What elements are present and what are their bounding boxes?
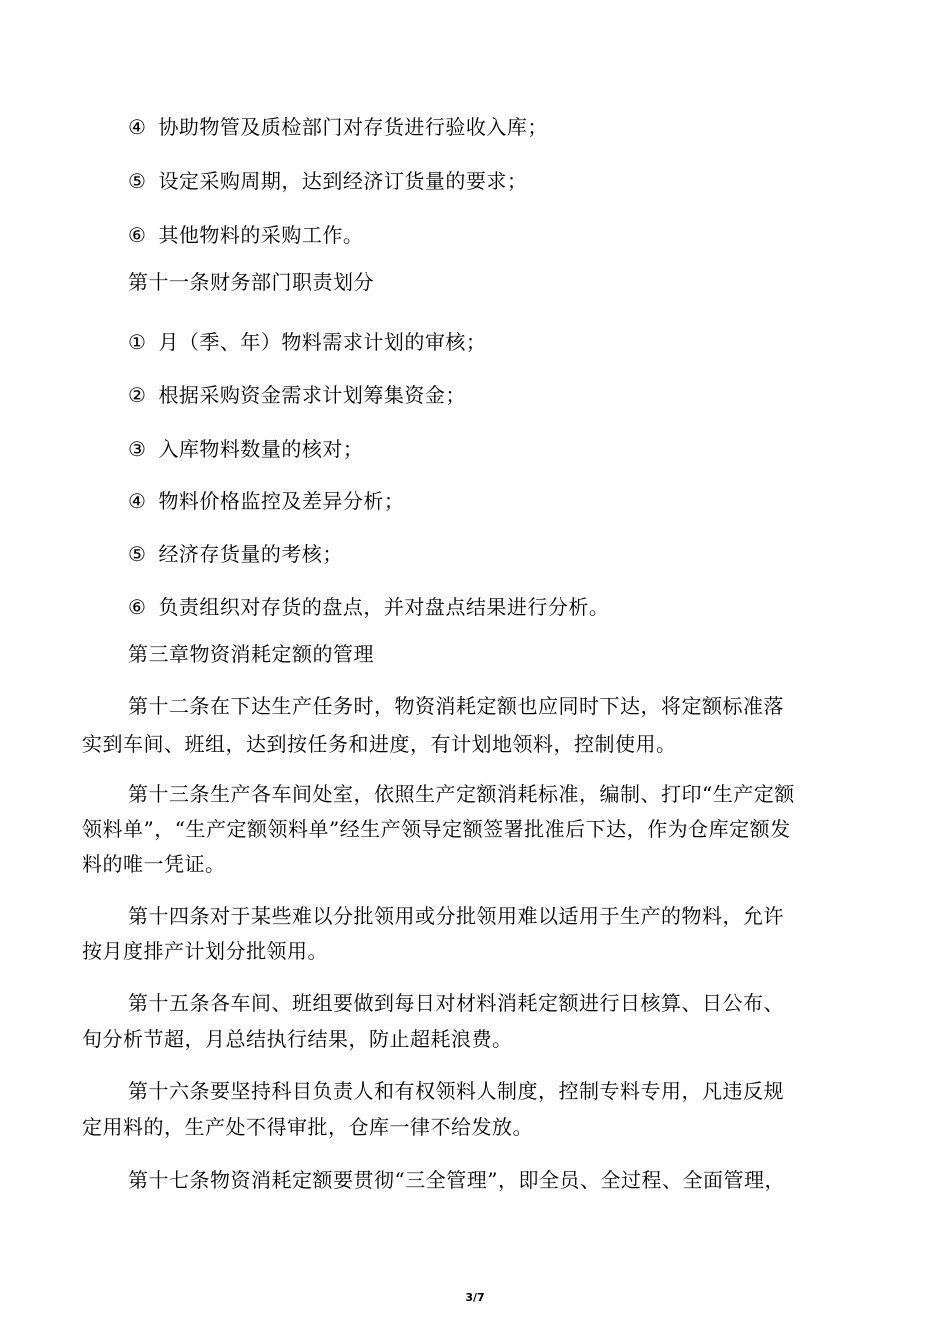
item-number: ⑥ [128, 223, 147, 247]
article-16-line-2: 定用料的，生产处不得审批，仓库一律不给发放。 [82, 1115, 533, 1139]
article-17-line-1: 第十七条物资消耗定额要贯彻“三全管理”，即全员、全过程、全面管理， [128, 1168, 785, 1192]
item-text: 月（季、年）物料需求计划的审核； [158, 330, 487, 354]
item-number: ③ [128, 437, 147, 461]
item-text: 经济存货量的考核； [158, 542, 343, 566]
item-text: 负责组织对存货的盘点，并对盘点结果进行分析。 [158, 595, 610, 619]
article-15-line-2: 旬分析节超，月总结执行结果，防止超耗浪费。 [82, 1027, 513, 1051]
item-number: ④ [128, 115, 147, 139]
list-item [128, 596, 609, 618]
article-13-line-3: 料的唯一凭证。 [82, 852, 226, 876]
item-text: 物料价格监控及差异分析； [158, 489, 405, 513]
item-number: ② [128, 383, 147, 407]
list-item [128, 384, 466, 406]
article-11-heading: 第十一条财务部门职责划分 [128, 270, 374, 294]
article-14-line-2: 按月度排产计划分批领用。 [82, 939, 328, 963]
list-item [128, 543, 343, 565]
item-text: 入库物料数量的核对； [158, 437, 364, 461]
article-14-line-1: 第十四条对于某些难以分批领用或分批领用难以适用于生产的物料，允许 [128, 904, 784, 928]
page-number: 3/7 [465, 1291, 485, 1304]
chapter-3-heading: 第三章物资消耗定额的管理 [128, 642, 374, 666]
article-16-line-1: 第十六条要坚持科目负责人和有权领料人制度，控制专料专用，凡违反规 [128, 1079, 784, 1103]
item-text: 设定采购周期，达到经济订货量的要求； [158, 169, 528, 193]
list-item [128, 490, 404, 512]
article-13-line-2: 领料单”，“生产定额领料单”经生产领导定额签署批准后下达，作为仓库定额发 [82, 817, 791, 841]
list-item [128, 438, 363, 460]
list-item [128, 116, 548, 138]
article-12-line-2: 实到车间、班组，达到按任务和进度，有计划地领料，控制使用。 [82, 732, 677, 756]
list-item [128, 331, 486, 353]
item-number: ⑤ [128, 169, 147, 193]
item-text: 根据采购资金需求计划筹集资金； [158, 383, 466, 407]
item-text: 协助物管及质检部门对存货进行验收入库； [158, 115, 548, 139]
list-item [128, 224, 363, 246]
item-number: ⑤ [128, 542, 147, 566]
item-text: 其他物料的采购工作。 [158, 223, 364, 247]
list-item [128, 170, 527, 192]
item-number: ④ [128, 489, 147, 513]
article-12-line-1: 第十二条在下达生产任务时，物资消耗定额也应同时下达，将定额标准落 [128, 694, 784, 718]
item-number: ⑥ [128, 595, 147, 619]
article-15-line-1: 第十五条各车间、班组要做到每日对材料消耗定额进行日核算、日公布、 [128, 991, 784, 1015]
article-13-line-1: 第十三条生产各车间处室，依照生产定额消耗标准，编制、打印“生产定额 [128, 782, 795, 806]
item-number: ① [128, 330, 147, 354]
